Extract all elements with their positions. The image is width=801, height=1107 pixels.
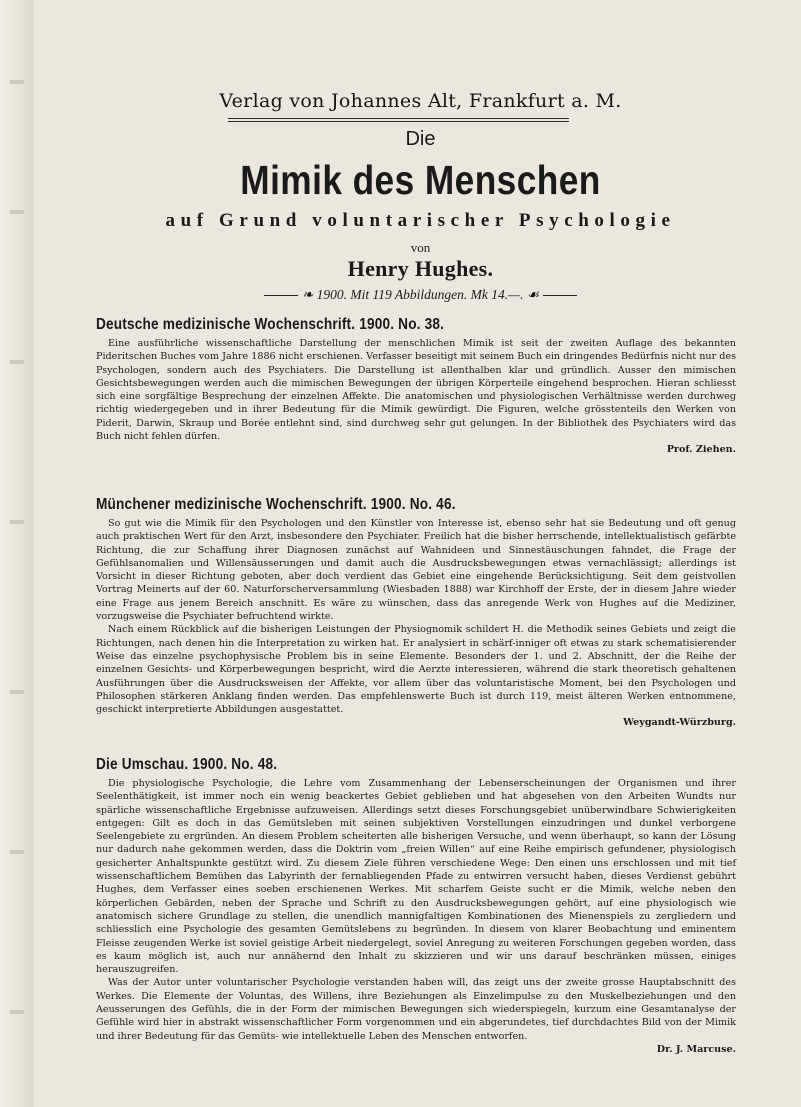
review-text <box>96 777 736 1056</box>
book-subtitle: auf Grund voluntarischer Psychologie <box>165 210 676 231</box>
rule-right <box>543 295 577 296</box>
book-year: 1900. <box>316 287 348 302</box>
review-paragraph: Eine ausführliche wissenschaftliche Darstellung der menschlichen Mimik ist seit der zweiten Auflage des bekannten Pideritschen Buches vom Jahre 1886 nicht erschienen. Verfasser beseitigt mit seinem Buch ein dringendes Bedürfnis nicht nur des Psychologen, sondern auch des Psychiaters. Die Darstellung ist allenthalben klar und gründlich. Ausser den mimischen Gesichtsbewegungen werden auch die mimischen Bewegungen der übrigen Körperteile eingehend besprochen. Hieran schliesst sich eine sorgfältige Besprechung der einzelnen Affekte. Die anatomischen und physiologischen Verhältnisse werden durchweg richtig wiedergegeben und in ihrer Bedeutung für die Mimik gewürdigt. Die Figuren, welche grösstenteils den Werken von Piderit, Darwin, Skraup und Borée entlehnt sind, sind durchweg sehr gut gelungen. In der Bibliothek des Psychiaters wird das Buch nicht fehlen dürfen. <box>96 338 736 443</box>
header-rule-top <box>228 118 569 119</box>
publisher-line: Verlag von Johannes Alt, Frankfurt a. M. <box>219 90 622 112</box>
binding-marks <box>10 0 24 1107</box>
review-text <box>96 337 736 456</box>
book-info-line <box>40 287 801 303</box>
review-paragraph: Was der Autor unter voluntarischer Psychologie verstanden haben will, das zeigt uns der zweite grosse Hauptabschnitt des Werkes. Die Elemente der Voluntas, des Willens, ihre Beziehungen als Einzelimpulse zu den Muskelbeziehungen und den Aeusserungen des Gefühls, die in der Form der mimischen Bewegungen sich wiederspiegeln, kurzum eine Gesamtanalyse der Gefühle wird hier in abstrakt wissenschaftlicher Form vorgenommen und ein abgerundetes, tief durchdachtes Bild von der Mimik und ihrer Bedeutung für das Gemüts- wie intellektuelle Leben des Menschen entworfen. <box>96 977 736 1042</box>
author-prefix: von <box>410 240 431 255</box>
book-title: Mimik des Menschen <box>240 157 601 203</box>
header-rule-bottom <box>228 121 569 122</box>
review-signature: Prof. Ziehen. <box>666 444 736 456</box>
review-paragraph: Nach einem Rückblick auf die bisherigen Leistungen der Physiognomik schildert H. die Methodik seines Gebiets und zeigt die Richtungen, nach denen hin die Interpretation zu wirken hat. Er analysiert in schärf-inniger oft etwas zu stark schematisierender Weise das einzelne psychophysische Problem bis in seine Elemente. Besonders der 1. und 2. Abschnitt, der die Reihe der einzelnen Gesichts- und Körperbewegungen bespricht, wird die Aerzte interessieren, während die stark theoretisch gehaltenen Ausführungen über die Ausdrucksweisen der Affekte, vor allem über das voluntaristische Moment, bei den Psychologen und Philosophen stärkeren Anklang finden werden. Das empfehlenswerte Buch ist durch 119, meist älteren Werken entnommene, geschickt interpretierte Abbildungen ausgestattet. <box>96 624 736 716</box>
rule-left <box>264 295 298 296</box>
book-spine-gutter <box>0 0 34 1107</box>
review-signature: Weygandt-Würzburg. <box>623 717 736 729</box>
review-signature: Dr. J. Marcuse. <box>656 1043 736 1055</box>
review-1 <box>96 316 736 456</box>
title-article: Die <box>405 128 436 150</box>
book-author: Henry Hughes. <box>347 256 494 281</box>
review-source: Deutsche medizinische Wochenschrift. 1900. No. 38. <box>96 316 445 333</box>
ornament-left-icon: ❧ <box>301 287 314 302</box>
review-paragraph: So gut wie die Mimik für den Psychologen und den Künstler von Interesse ist, ebenso sehr hat sie Bedeutung und oft genug auch praktischen Wert für den Arzt, insbesondere den Psychiater. Freilich hat die bisher herrschende, intellektualistisch gefärbte Richtung, die zur Schaffung ihrer Diagnosen zunächst auf Wahnideen und Sinnestäuschungen fahndet, die Frage der Gefühlsanomalien und Willensäusserungen und damit auch die Ausdrucksbewegungen etwas vernachlässigt; allerdings ist Vorsicht in dieser Richtung geboten, aber doch verdient das Gebiet eine eingehende Berücksichtigung. Seit dem geistvollen Vortrag Meinerts auf der 60. Naturforscherversammlung (Wiesbaden 1888) war Kirchhoff der Erste, der in diesem Jahre wieder eine Frage aus jenem Bereich anschnitt. Es wäre zu wünschen, dass das anregende Werk von Hughes auf die Mediziner, vorzugsweise die Psychiater befruchtend wirkte. <box>96 518 736 623</box>
review-text <box>96 517 736 729</box>
review-source: Münchener medizinische Wochenschrift. 1900. No. 46. <box>96 496 456 513</box>
ornament-right-icon: ☙ <box>526 287 540 302</box>
book-details: Mit 119 Abbildungen. Mk 14.—. <box>350 287 524 302</box>
review-2 <box>96 496 736 729</box>
review-source: Die Umschau. 1900. No. 48. <box>96 756 278 773</box>
review-3 <box>96 756 736 1056</box>
review-paragraph: Die physiologische Psychologie, die Lehre vom Zusammenhang der Lebenserscheinungen der Organismen und ihrer Seelenthätigkeit, ist immer noch ein wenig beackertes Gebiet geblieben und hat abgesehen von den Arbeiten Wundts nur spärliche wissenschaftliche Ergebnisse aufzuweisen. Allerdings setzt dieses Forschungsgebiet unüberwindbare Schwierigkeiten entgegen: Gilt es doch in das Gemütsleben mit seinen subjektiven Vorstellungen einzudringen und dunkel verborgene Seelengebiete zu ergründen. An diesem Problem scheiterten alle bisherigen Versuche, und wenn überhaupt, so kann der Lösung nur dadurch nahe gekommen werden, dass die Doktrin vom „freien Willen“ auf eine Reihe empirisch gefundener, physiologisch gesicherter Anhaltspunkte gestützt wird. Zu diesem Ziele führen verschiedene Wege: Den einen uns erschlossen und mit tief wissenschaftlichem Bemühen das Labyrinth der fernabliegenden Pfade zu entwirren versucht haben, dieses Verdienst gebührt Hughes, dem Verfasser eines soeben erschienenen Werkes. Mit scharfem Geiste sucht er die Mimik, welche neben den körperlichen Gebärden, neben der Sprache und Schrift zu den Ausdrucksbewegungen gehört, auf eine physiologisch wie anatomisch sichere Grundlage zu stellen, die unendlich mannigfaltigen Kombinationen des Mienenspiels zu zergliedern und schliesslich eine Psychologie des gesamten Gemütslebens zu begründen. In diesem von klarer Beobachtung und eminentem Fleisse zeugenden Werke ist soviel geistige Arbeit niedergelegt, soviel Anregung zu weiteren Forschungen gegeben worden, dass es kaum möglich ist, auch nur annähernd den Inhalt zu skizzieren und wir uns darauf beschränken müssen, einiges herauszugreifen. <box>96 778 736 976</box>
